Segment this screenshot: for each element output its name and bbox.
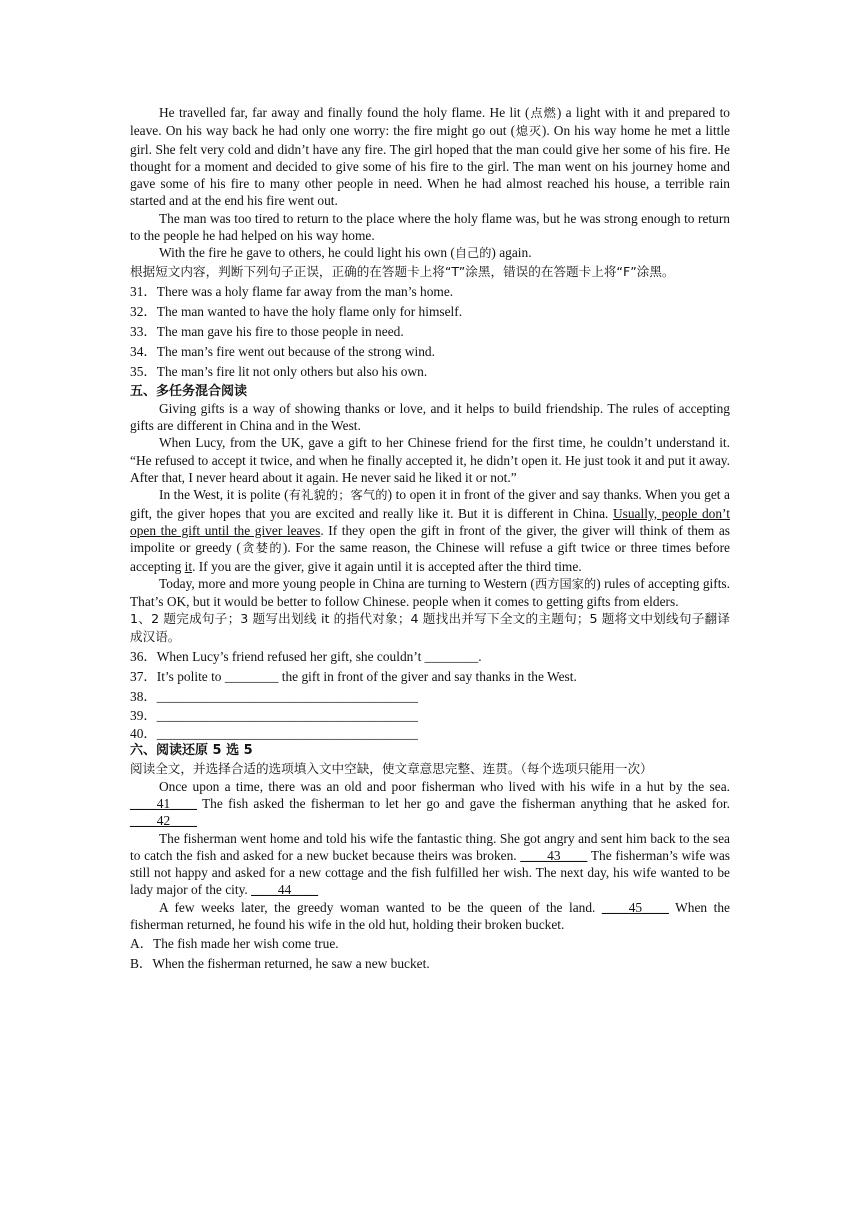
- text-run: The fisherman’s wife was still not happy and asked for a new cottage and the fish fulfilled her wish. The next day, his wife wanted to be lady major of the city.: [130, 847, 730, 898]
- question-32: 32．The man wanted to have the holy flame only for himself.: [130, 303, 463, 319]
- question-37: 37．It’s polite to ________ the gift in front of the giver and say thanks in the West.: [130, 669, 577, 685]
- story-paragraph-1: [130, 104, 730, 210]
- true-false-questions: [130, 283, 730, 380]
- section5-questions: [130, 648, 730, 742]
- story-paragraph-2: The man was too tired to return to the place where the holy flame was, but he was strong enough to return to the people he had helped on his way home.: [130, 210, 730, 244]
- text-run: Once upon a time, there was an old and poor fisherman who lived with his wife in a hut by the sea.: [159, 778, 730, 794]
- text-run: Today, more and more young people in China are turning to Western (: [159, 575, 535, 591]
- text-run: ) again.: [491, 245, 532, 261]
- section-6-heading: 六、阅读还原 5 选 5: [130, 743, 253, 759]
- worksheet-page: [130, 104, 730, 975]
- text-run: . If they open the gift in front of the giver, the giver will think of them as impolite or greedy (: [130, 522, 731, 556]
- true-false-instruction: 根据短文内容，判断下列句子正误，正确的在答题卡上将“T”涂黑，错误的在答题卡上将“F”涂黑。: [130, 263, 675, 279]
- question-31: 31．There was a holy flame far away from the man’s home.: [130, 283, 454, 299]
- blank-45: ____45____: [601, 899, 669, 915]
- chinese-gloss: 自己的: [454, 246, 492, 261]
- section6-paragraph-2: [130, 830, 730, 899]
- question-35: 35．The man’s fire lit not only others but also his own.: [130, 363, 428, 379]
- text-run: ). For the same reason, the Chinese will refuse a gift twice or three times before accepting: [130, 540, 730, 574]
- text-run: The fish asked the fisherman to let her go and gave the fisherman anything that he asked for.: [196, 795, 730, 811]
- text-run: ) rules of accepting gifts. That’s OK, but it would be better to follow Chinese. people when it comes to getting gifts from elders.: [130, 575, 730, 610]
- text-run: A few weeks later, the greedy woman wanted to be the queen of the land.: [159, 899, 602, 915]
- underlined-it: it: [184, 558, 193, 574]
- chinese-gloss: 熄灭: [515, 124, 542, 139]
- section5-paragraph-4: [130, 575, 730, 611]
- section5-paragraph-2: When Lucy, from the UK, gave a gift to her Chinese friend for the first time, he couldn’t understand it. “He refused to accept it twice, and when he finally accepted it, he didn’t open it. He just took it and put it away. After that, I never heard about it again. He never said he liked it or not.”: [130, 435, 730, 486]
- question-40-answer-line: 40．_______________________________________: [130, 726, 418, 742]
- blank-44: ____44____: [251, 882, 319, 898]
- question-39-answer-line: 39．_______________________________________: [130, 707, 418, 723]
- option-a: A．The fish made her wish come true.: [130, 936, 339, 952]
- chinese-gloss: 点燃: [529, 106, 557, 120]
- blank-41: ____41____: [130, 795, 197, 811]
- option-b: B．When the fisherman returned, he saw a new bucket.: [130, 956, 430, 972]
- text-run: With the fire he gave to others, he could light his own (: [159, 245, 455, 261]
- text-run: ) to open it in front of the giver and say thanks. When you get a gift, the giver hopes that you are excited and really like it. But it is different in China.: [130, 487, 730, 521]
- section5-instruction: 1、2 题完成句子；3 题写出划线 it 的指代对象；4 题找出并写下全文的主题句；5 题将文中划线句子翻译成汉语。: [130, 611, 730, 645]
- chinese-gloss: 西方国家的: [534, 576, 597, 591]
- chinese-gloss: 贪婪的: [240, 541, 283, 556]
- text-run: ) a light with it and prepared to leave. On his way back he had only one worry: the fire might go out (: [130, 105, 730, 139]
- text-run: . If you are the giver, give it again until it is accepted after the third time.: [192, 558, 582, 574]
- section6-paragraph-1: [130, 778, 730, 830]
- question-38-answer-line: 38．_______________________________________: [130, 689, 418, 705]
- section6-paragraph-3: [130, 899, 730, 934]
- question-36: 36．When Lucy’s friend refused her gift, she couldn’t ________.: [130, 649, 482, 665]
- section-5-heading: 五、多任务混合阅读: [130, 383, 248, 399]
- text-run: ). On his way home he met a little girl. She felt very cold and didn’t have any fire. The girl hoped that the man could give her some of his fire. He thought for a moment and decided to give some of his fire to the girl. The man went on his journey home and gave some of his fire to many other people in need. When he had almost reached his house, a terrible rain started and at the end his fire went out.: [130, 123, 730, 209]
- blank-42: ____42____: [130, 813, 197, 829]
- question-33: 33．The man gave his fire to those people in need.: [130, 323, 404, 339]
- section5-paragraph-3: [130, 486, 730, 574]
- section5-paragraph-1: Giving gifts is a way of showing thanks or love, and it helps to build friendship. The rules of accepting gifts are different in China and in the West.: [130, 400, 730, 434]
- question-34: 34．The man’s fire went out because of the strong wind.: [130, 343, 435, 359]
- blank-43: ____43____: [520, 847, 588, 863]
- section6-instruction: 阅读全文，并选择合适的选项填入文中空缺，使文章意思完整、连贯。（每个选项只能用一次）: [130, 760, 653, 776]
- text-run: He travelled far, far away and finally found the holy flame. He lit (: [159, 105, 530, 120]
- text-run: The fisherman went home and told his wife the fantastic thing. She got angry and sent him back to the sea to catch the fish and asked for a new bucket because theirs was broken.: [130, 830, 730, 863]
- chinese-gloss: 有礼貌的；客气的: [288, 488, 388, 503]
- text-run: When the fisherman returned, he found his wife in the old hut, holding their broken bucket.: [130, 899, 730, 932]
- underlined-sentence: Usually, people don’t open the gift until the giver leaves: [130, 505, 730, 538]
- story-paragraph-3: [130, 244, 730, 262]
- section6-options: [130, 935, 730, 972]
- text-run: In the West, it is polite (: [159, 487, 289, 503]
